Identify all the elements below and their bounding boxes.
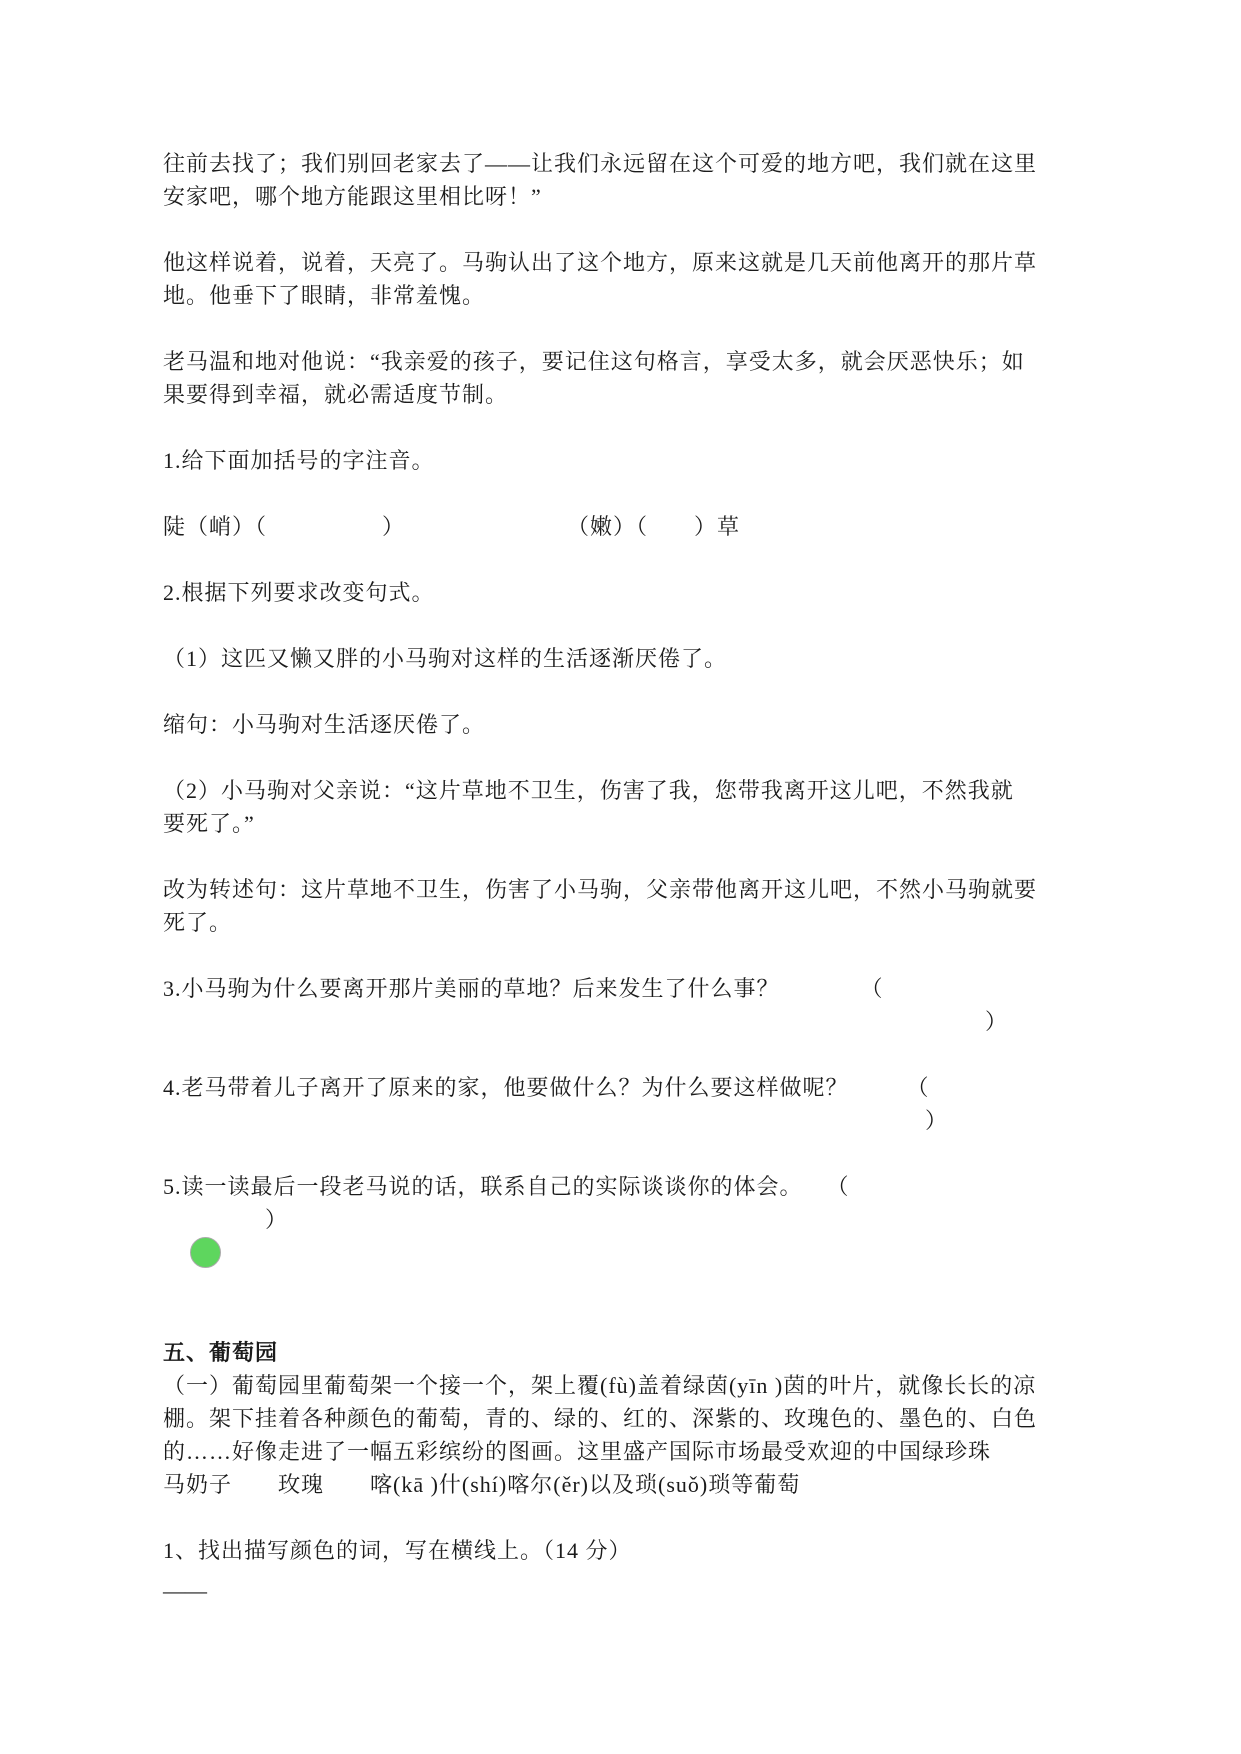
answer-paren-close: ） xyxy=(985,1009,1009,1034)
green-dot-marker xyxy=(190,1237,221,1268)
question-item: （1）这匹又懒又胖的小马驹对这样的生活逐渐厌倦了。 xyxy=(163,646,728,671)
text-line: 他这样说着，说着，天亮了。马驹认出了这个地方，原来这就是几天前他离开的那片草 xyxy=(163,250,1038,275)
marker-row xyxy=(163,1237,1113,1270)
dash-line: —— xyxy=(163,1578,207,1603)
section-title: 五、葡萄园 xyxy=(163,1340,279,1365)
question-2-item-2 xyxy=(163,774,1113,840)
horse-passage-para-1 xyxy=(163,147,1113,213)
question-label: 3.小马驹为什么要离开那片美丽的草地？后来发生了什么事？ （ xyxy=(163,976,884,1001)
question-label: 4.老马带着儿子离开了原来的家，他要做什么？为什么要这样做呢？ （ xyxy=(163,1075,930,1100)
horse-passage-para-3 xyxy=(163,345,1113,411)
text-line: 果要得到幸福，就必需适度节制。 xyxy=(163,382,509,407)
text-line: 棚。架下挂着各种颜色的葡萄，青的、绿的、红的、深紫的、玫瑰色的、墨色的、白色 xyxy=(163,1406,1038,1431)
document-content xyxy=(163,147,1113,1640)
question-label: 5.读一读最后一段老马说的话，联系自己的实际谈谈你的体会。 （ xyxy=(163,1174,850,1199)
grape-passage xyxy=(163,1369,1113,1501)
question-4 xyxy=(163,1071,1113,1137)
text-line: 往前去找了；我们别回老家去了——让我们永远留在这个可爱的地方吧，我们就在这里 xyxy=(163,151,1038,176)
horse-passage-para-2 xyxy=(163,246,1113,312)
pinyin-blank-line: 陡（峭）（ ） （嫩）（ ）草 xyxy=(163,514,741,539)
text-line: 马奶子 玫瑰 喀(kā )什(shí)喀尔(ěr)以及琐(suǒ)琐等葡萄 xyxy=(163,1472,801,1497)
question-2 xyxy=(163,576,1113,609)
answer-blank-dash xyxy=(163,1574,1113,1607)
question-label: 1.给下面加括号的字注音。 xyxy=(163,448,435,473)
answer-paren-close: ） xyxy=(925,1108,949,1133)
answer-line: 缩句：小马驹对生活逐厌倦了。 xyxy=(163,712,486,737)
question-1 xyxy=(163,444,1113,477)
text-line: 的……好像走进了一幅五彩缤纷的图画。这里盛产国际市场最受欢迎的中国绿珍珠 xyxy=(163,1439,992,1464)
answer-line: 改为转述句：这片草地不卫生，伤害了小马驹，父亲带他离开这儿吧，不然小马驹就要 xyxy=(163,877,1038,902)
text-line: 安家吧，哪个地方能跟这里相比呀！” xyxy=(163,184,542,209)
answer-paren-close: ） xyxy=(265,1207,289,1232)
question-item: （2）小马驹对父亲说：“这片草地不卫生，伤害了我，您带我离开这儿吧，不然我就 xyxy=(163,778,1014,803)
grape-question-1 xyxy=(163,1534,1113,1567)
grape-section-heading xyxy=(163,1336,1113,1369)
question-2-item-2-answer xyxy=(163,873,1113,939)
question-2-item-1 xyxy=(163,642,1113,675)
question-1-pinyin-blanks xyxy=(163,510,1113,543)
question-label: 1、找出描写颜色的词，写在横线上。（14 分） xyxy=(163,1538,632,1563)
question-item: 要死了。” xyxy=(163,811,255,836)
text-line: 老马温和地对他说：“我亲爱的孩子，要记住这句格言，享受太多，就会厌恶快乐；如 xyxy=(163,349,1025,374)
text-line: （一）葡萄园里葡萄架一个接一个，架上覆(fù)盖着绿茵(yīn )茵的叶片，就像长长的凉 xyxy=(163,1373,1037,1398)
question-5 xyxy=(163,1170,1113,1236)
answer-line: 死了。 xyxy=(163,910,233,935)
question-3 xyxy=(163,972,1113,1038)
text-line: 地。他垂下了眼睛，非常羞愧。 xyxy=(163,283,486,308)
question-label: 2.根据下列要求改变句式。 xyxy=(163,580,435,605)
question-2-item-1-answer xyxy=(163,708,1113,741)
